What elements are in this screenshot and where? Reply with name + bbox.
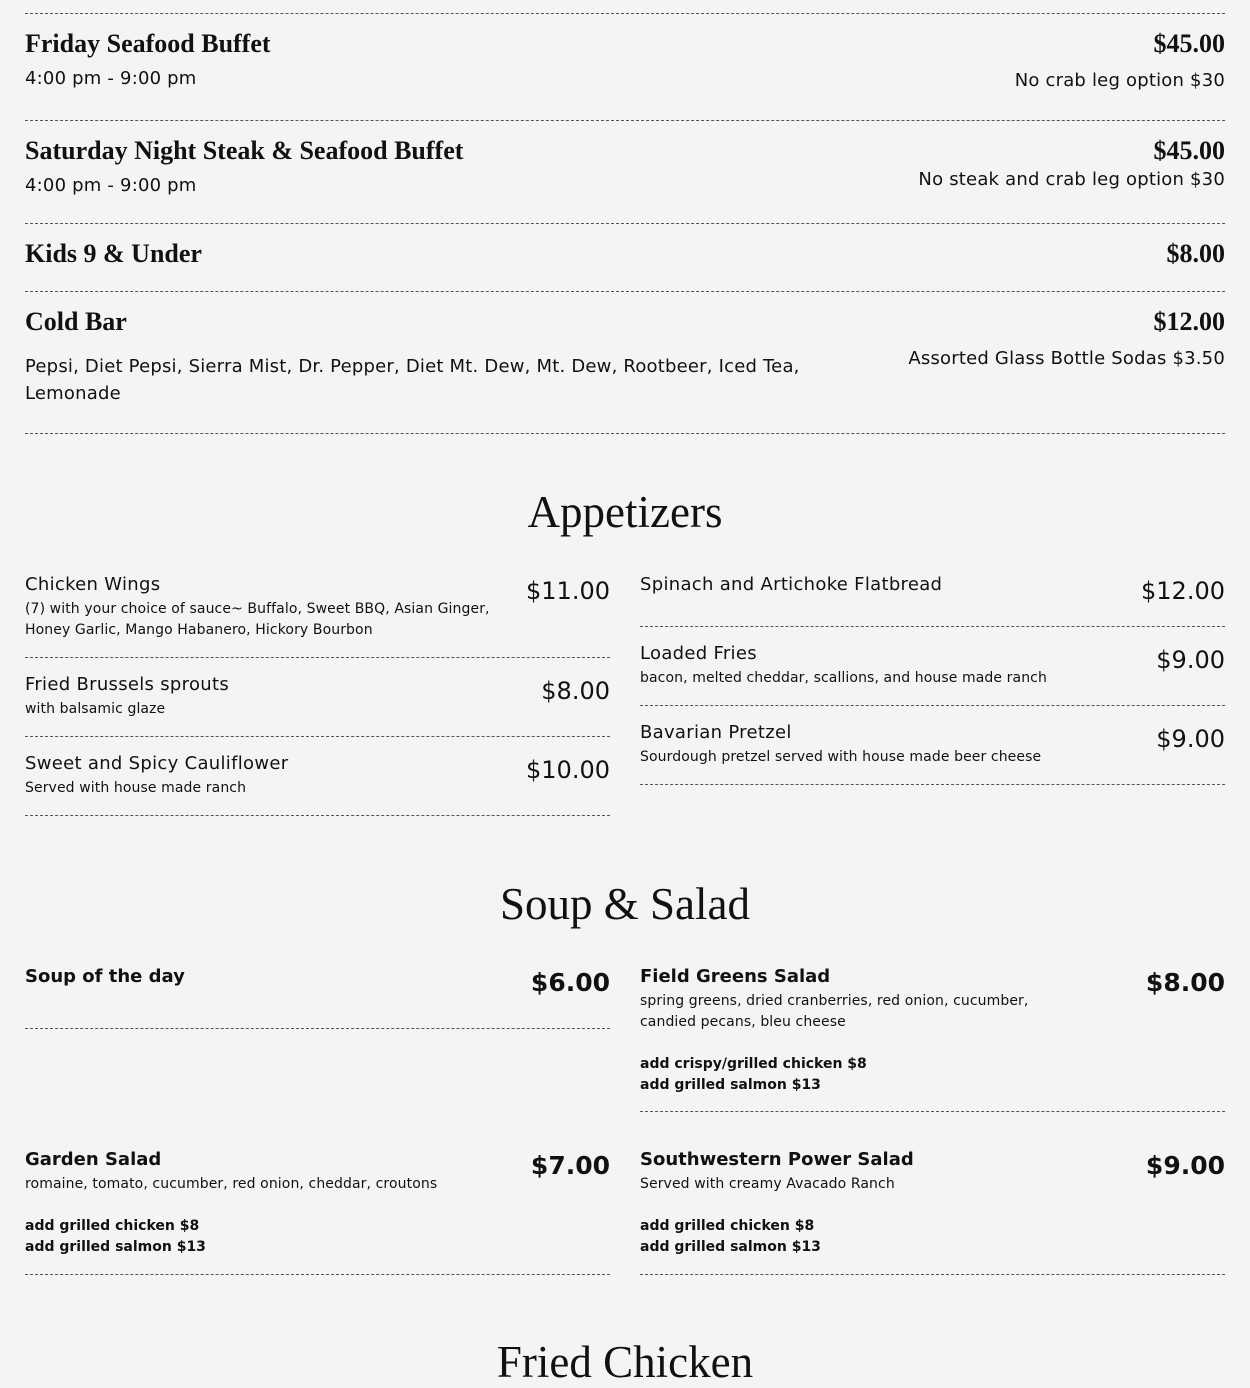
menu-item-name: Soup of the day <box>25 966 185 987</box>
buffet-price: $8.00 <box>1166 239 1225 268</box>
menu-item-desc: romaine, tomato, cucumber, red onion, cheddar, croutons <box>25 1176 438 1192</box>
divider <box>25 291 1225 292</box>
buffet-price: $12.00 <box>1153 307 1225 336</box>
menu-item-addon: add grilled salmon $13 <box>640 1239 821 1255</box>
divider <box>25 657 610 658</box>
menu-item-price: $9.00 <box>1156 725 1225 753</box>
buffet-name: Friday Seafood Buffet <box>25 29 271 58</box>
buffet-price: $45.00 <box>1153 29 1225 58</box>
buffet-name: Saturday Night Steak & Seafood Buffet <box>25 136 464 165</box>
menu-item-name: Chicken Wings <box>25 574 161 595</box>
buffet-hours: 4:00 pm - 9:00 pm <box>25 175 197 196</box>
menu-item-name: Southwestern Power Salad <box>640 1149 914 1170</box>
buffet-note: Assorted Glass Bottle Sodas $3.50 <box>908 348 1225 369</box>
section-title-soup-salad: Soup & Salad <box>499 879 750 929</box>
divider <box>25 120 1225 121</box>
menu-item-price: $11.00 <box>526 577 610 605</box>
divider <box>25 13 1225 14</box>
menu-item-price: $10.00 <box>526 756 610 784</box>
menu-item-price: $9.00 <box>1156 646 1225 674</box>
cold-bar-drinks: Pepsi, Diet Pepsi, Sierra Mist, Dr. Pepper, Diet Mt. Dew, Mt. Dew, Rootbeer, Iced Tea, Lemonade <box>25 356 800 404</box>
buffet-price: $45.00 <box>1153 136 1225 165</box>
menu-item-name: Fried Brussels sprouts <box>25 674 230 695</box>
buffet-hours: 4:00 pm - 9:00 pm <box>25 68 197 89</box>
menu-item-addon: add grilled salmon $13 <box>25 1239 206 1255</box>
menu-item-desc: (7) with your choice of sauce~ Buffalo, Sweet BBQ, Asian Ginger, Honey Garlic, Mango Habanero, Hickory Bourbon <box>25 601 490 638</box>
menu-item-name: Field Greens Salad <box>640 966 831 987</box>
buffet-note: No crab leg option $30 <box>1014 70 1225 91</box>
divider <box>25 736 610 737</box>
menu-item-name: Spinach and Artichoke Flatbread <box>640 574 943 595</box>
divider <box>25 223 1225 224</box>
menu-item-name: Loaded Fries <box>640 643 757 664</box>
section-title-appetizers: Appetizers <box>527 487 723 537</box>
buffet-name: Cold Bar <box>25 307 127 336</box>
menu-item-price: $8.00 <box>541 677 610 705</box>
divider <box>640 1111 1225 1112</box>
menu-item-desc: Served with creamy Avacado Ranch <box>640 1176 895 1192</box>
menu-item-price: $9.00 <box>1145 1151 1225 1180</box>
menu-item-name: Garden Salad <box>25 1149 162 1170</box>
menu-item-addon: add crispy/grilled chicken $8 <box>640 1056 867 1072</box>
divider <box>25 1028 610 1029</box>
section-title-fried-chicken: Fried Chicken <box>496 1337 754 1387</box>
divider <box>25 433 1225 434</box>
buffet-note: No steak and crab leg option $30 <box>918 169 1225 190</box>
menu-item-price: $12.00 <box>1141 577 1225 605</box>
menu-item-price: $8.00 <box>1145 968 1225 997</box>
menu-item-name: Sweet and Spicy Cauliflower <box>25 753 289 774</box>
divider <box>25 815 610 816</box>
menu-item-name: Bavarian Pretzel <box>640 722 792 743</box>
buffet-name: Kids 9 & Under <box>25 239 202 268</box>
menu-item-price: $6.00 <box>530 968 610 997</box>
menu-item-desc: Served with house made ranch <box>25 780 247 796</box>
divider <box>640 705 1225 706</box>
divider <box>640 784 1225 785</box>
menu-item-price: $7.00 <box>530 1151 610 1180</box>
menu-item-addon: add grilled chicken $8 <box>25 1218 200 1234</box>
menu-item-desc: Sourdough pretzel served with house made beer cheese <box>640 749 1042 765</box>
divider <box>640 626 1225 627</box>
menu-item-desc: with balsamic glaze <box>25 701 166 717</box>
menu-item-desc: spring greens, dried cranberries, red onion, cucumber, candied pecans, bleu cheese <box>640 993 1029 1030</box>
divider <box>640 1274 1225 1275</box>
divider <box>25 1274 610 1275</box>
menu-item-addon: add grilled chicken $8 <box>640 1218 815 1234</box>
menu-item-desc: bacon, melted cheddar, scallions, and house made ranch <box>640 670 1047 686</box>
menu-item-addon: add grilled salmon $13 <box>640 1077 821 1093</box>
